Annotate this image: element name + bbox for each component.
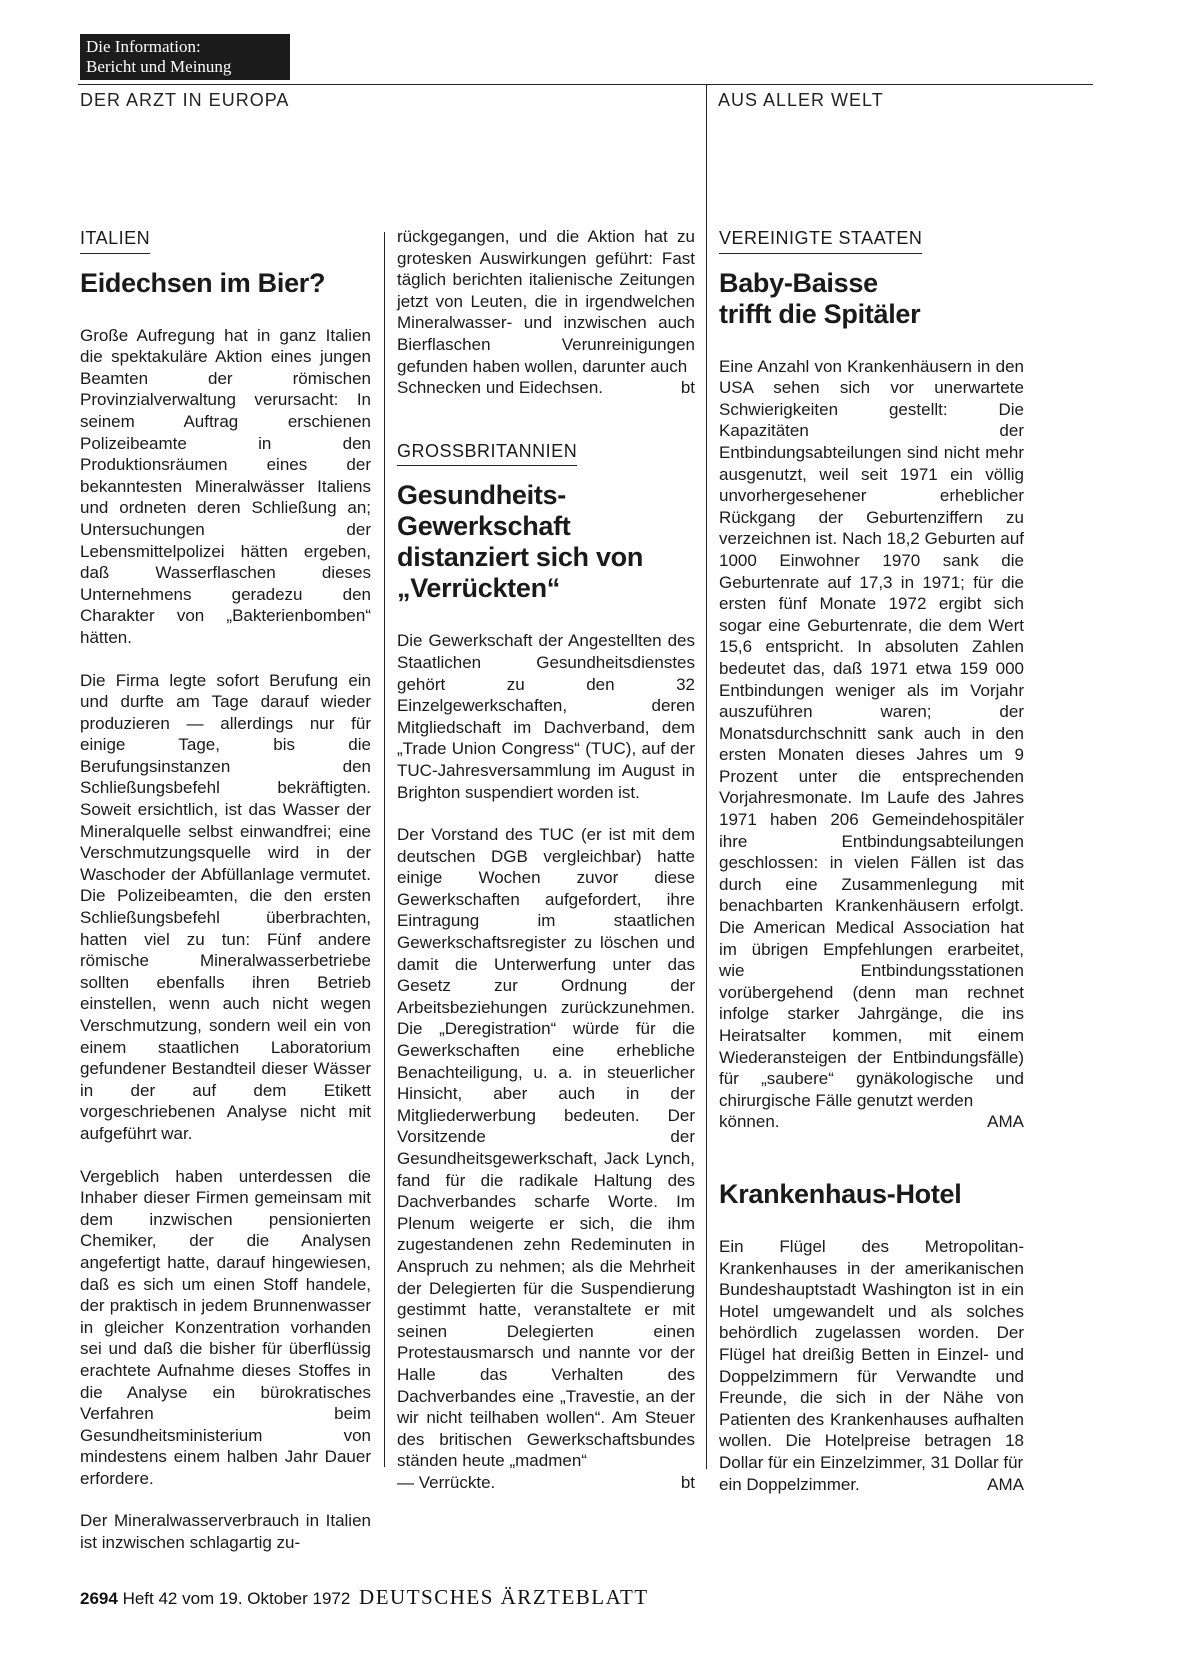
article2-headline-line: Gesundheits-: [397, 480, 566, 511]
article3-headline: [719, 268, 1024, 330]
article2-author: bt: [680, 1472, 695, 1492]
article4-paragraph: Ein Flügel des Metropolitan-Krankenhauses in der amerikanischen Bundeshauptstadt Washington ist in ein Hotel umgewandelt und als solches behördlich zugelassen worden. Der Flügel hat dreißig Betten in Einzel- und Doppelzimmern für Verwandte und Freunde, die sich in der Nähe von Patienten des Krankenhauses aufhalten wollen. Die Hotelpreise betragen 18 Dollar für ein Einzelzimmer, 31 Dollar für: [719, 1236, 1024, 1472]
article1-headline: Eidechsen im Bier?: [80, 267, 326, 298]
article1-paragraph: Große Aufregung hat in ganz Italien die spektakuläre Aktion eines jungen Beamten der römischen Provinzialverwaltung verursacht: In seinem Auftrag erschienen Polizeibeamte in den Produktionsräumen eines der bekanntesten Mineralwässer Italiens und ordneten deren Schließung an; Untersuchungen der Lebensmittelpolizei hätten ergeben, daß Wasserflaschen dieses Unternehmens geradezu den Charakter von „Bakterienbomben“ hätten.: [80, 325, 371, 647]
issue-info: Heft 42 vom 19. Oktober 1972: [122, 1589, 351, 1608]
article4-last-line: ein Doppelzimmer.: [719, 1474, 860, 1494]
article3-author: AMA: [987, 1112, 1024, 1132]
article4-signature-line: [719, 1474, 1024, 1496]
header-rule: [78, 84, 1093, 85]
left-section-label: DER ARZT IN EUROPA: [80, 90, 290, 110]
article3-headline-line: trifft die Spitäler: [719, 298, 921, 329]
article4-author: AMA: [987, 1474, 1024, 1494]
article3-last-line: können.: [719, 1112, 780, 1132]
article2-paragraph: Der Vorstand des TUC (er ist mit dem deutschen DGB vergleichbar) hatte einige Wochen zuvor diese Gewerkschaften aufgefordert, ihre Eintragung im staatlichen Gewerkschaftsregister zu löschen und damit die Unterwerfung unter das Gesetz zur Ordnung der Arbeitsbeziehungen zurückzunehmen. Die „Deregistration“ würde für die Gewerkschaften eine erhebliche Benachteiligung, u. a. in steuerlicher Hinsicht, aber auch in der Mitgliederwerbung bedeuten. Der Vorsitzende der Gesundheitsgewerkschaft, Jack Lynch, fand für die radikale Haltung des Dachverbandes scharfe Worte. Im Plenum weigerte er sich, die ihm zugestandenen zehn Redeminuten in Anspruch zu nehmen; als die Mehrheit der Delegierten für die Suspendierung gestimmt hatte, veranstaltete er mit seinen Delegierten einen Protestausmarsch und nannte vor der Halle das Verhalten des Dachverbandes eine „Travestie, an der wir nicht teilhaben wollen“. Am Steuer des britischen Gewerkschaftsbundes ständen heute „madmen“: [397, 825, 695, 1471]
article2-headline-line: Gewerkschaft: [397, 511, 571, 542]
column-2: [397, 226, 695, 1494]
article3-signature-line: [719, 1111, 1024, 1133]
article1-country: ITALIEN: [80, 228, 150, 254]
rubric-badge-line1: Die Information:: [86, 37, 201, 56]
article1-signature-line: [397, 377, 695, 399]
article1-continuation: rückgegangen, und die Aktion hat zu grotesken Auswirkungen geführt: Fast täglich berichten italienische Zeitungen jetzt von Leuten, die in irgendwelchen Mineralwasser- und inzwischen auch Bierflaschen Verunreinigungen gefunden haben wollen, darunter auch: [397, 227, 695, 376]
article4-headline: Krankenhaus-Hotel: [719, 1178, 962, 1209]
rubric-badge-line2: Bericht und Meinung: [86, 57, 232, 76]
article2-headline-line: „Verrückten“: [397, 573, 560, 604]
right-section-label: AUS ALLER WELT: [718, 90, 884, 110]
article2-country: GROSSBRITANNIEN: [397, 441, 577, 467]
article1-paragraph: Vergeblich haben unterdessen die Inhaber dieser Firmen gemeinsam mit dem inzwischen pensionierten Chemiker, der die Analysen angefertigt hatte, darauf hingewiesen, daß es sich um einen Stoff handele, der praktisch in jedem Brunnenwasser in gleicher Konzentration vorhanden sei und daß die bisher für überflüssig erachtete Aufnahme dieses Stoffes in die Analyse ein bürokratisches Verfahren beim Gesundheitsministerium von mindestens einem halben Jahr Dauer erfordere.: [80, 1166, 371, 1488]
column-1: [80, 228, 371, 1554]
article2-signature-line: [397, 1472, 695, 1494]
article3-country: VEREINIGTE STAATEN: [719, 228, 922, 254]
magazine-name: DEUTSCHES ÄRZTEBLATT: [359, 1585, 649, 1609]
article2-headline-line: distanziert sich von: [397, 542, 644, 573]
article1-author: bt: [680, 378, 695, 398]
section-divider: [706, 84, 707, 1469]
column-divider-1: [384, 232, 385, 1467]
rubric-badge: [80, 34, 290, 80]
article1-last-line: Schnecken und Eidechsen.: [397, 378, 604, 398]
page-footer: [80, 1585, 649, 1610]
column-3: [719, 228, 1024, 1495]
article3-paragraph: Eine Anzahl von Krankenhäusern in den USA sehen sich vor unerwartete Schwierigkeiten gestellt: Die Kapazitäten der Entbindungsabteilungen sind nicht mehr ausgenutzt, weil seit 1971 ein völlig unvorhergesehener erheblicher Rückgang der Geburtenziffern zu verzeichnen ist. Nach 18,2 Geburten auf 1000 Einwohner 1970 sank die Geburtenrate auf 17,3 in 1971; für die ersten fünf Monate 1972 ergibt sich sogar eine Geburtenrate, die dem Wert 15,6 entspricht. In absoluten Zahlen bedeutet das, daß 1971 etwa 159 000 Entbindungen weniger als im Vorjahr auszuführen waren; der Monatsdurchschnitt sank auch in den ersten Monaten dieses Jahres um 9 Prozent unter die entsprechenden Vorjahresmonate. Im Laufe des Jahres 1971 haben 206 Gemeindehospitäler ihre Entbindungsabteilungen geschlossen: in vielen Fällen ist das durch eine Zusammenlegung mit benachbarten Krankenhäusern erfolgt. Die American Medical Association hat im übrigen Empfehlungen erarbeitet, wie Entbindungsstationen vorübergehend (denn man rechnet infolge starker Jahrgänge, die ins Heiratsalter kommen, mit einem Wiederansteigen der Entbindungsfälle) für „saubere“ gynäkologische und chirurgische Fälle genutzt werden: [719, 356, 1024, 1110]
article3-headline-line: Baby-Baisse: [719, 267, 878, 298]
article1-paragraph: Die Firma legte sofort Berufung ein und durfte am Tage darauf wieder produzieren — allerdings nur für einige Tage, bis die Berufungsinstanzen den Schließungsbefehl bekräftigten. Soweit ersichtlich, ist das Wasser der Mineralquelle selbst einwandfrei; eine Verschmutzungsquelle wird in der Waschoder der Abfüllanlage vermutet. Die Polizeibeamten, die den ersten Schließungsbefehl überbrachten, hatten viel zu tun: Fünf andere römische Mineralwasserbetriebe sollten ebenfalls ihren Betrieb einstellen, wenn auch nicht wegen Verschmutzung, sondern weil ein von einem staatlichen Laboratorium gefundener Bestandteil dieser Wässer in der auf dem Etikett vorgeschriebenen Analyse nicht mit aufgeführt war.: [80, 670, 371, 1143]
page-number: 2694: [80, 1589, 118, 1608]
article2-last-line: — Verrückte.: [397, 1472, 496, 1492]
article1-paragraph: Der Mineralwasserverbrauch in Italien ist inzwischen schlagartig zu-: [80, 1511, 371, 1553]
article2-paragraph: Die Gewerkschaft der Angestellten des Staatlichen Gesundheitsdienstes gehört zu den 32 Einzelgewerkschaften, deren Mitgliedschaft im Dachverband, dem „Trade Union Congress“ (TUC), auf der TUC-Jahresversammlung im August in Brighton suspendiert worden ist.: [397, 631, 695, 802]
article2-headline: [397, 480, 695, 604]
